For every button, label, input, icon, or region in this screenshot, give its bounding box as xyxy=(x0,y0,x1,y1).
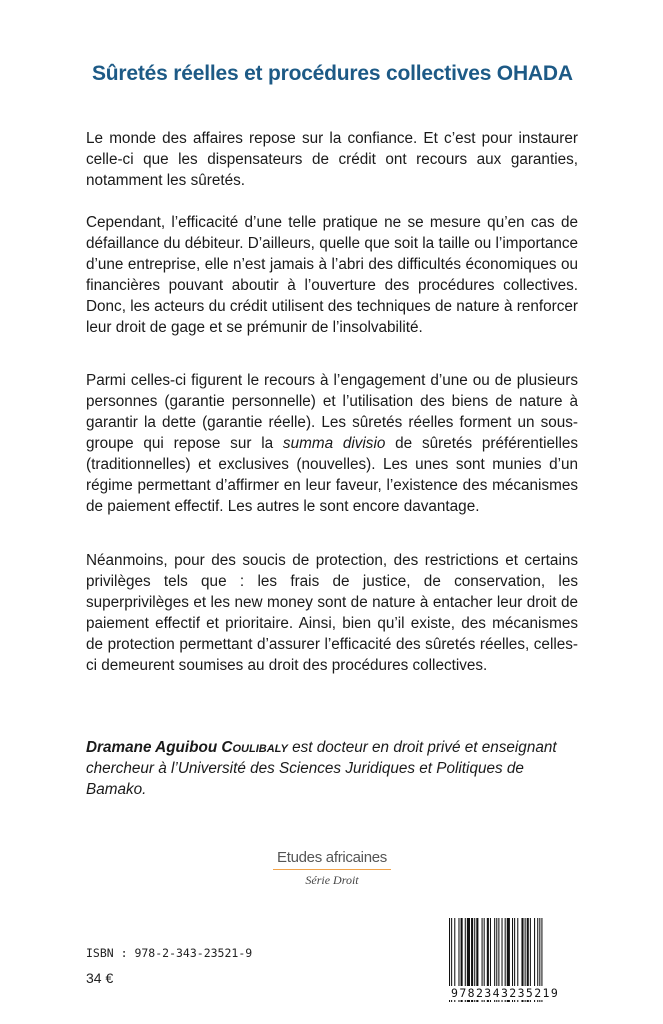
author-bio xyxy=(86,737,586,800)
author-surname: Coulibaly xyxy=(221,739,288,756)
price-label: 34 € xyxy=(86,970,114,986)
series-divider xyxy=(273,869,391,870)
paragraph-3-after: de sûretés préférentielles (traditionnelles) et exclusives (nouvelles). Les unes sont munies d’un régime permettant d’affirmer en leur faveur, l’existence des mécanismes de paiement effectif. Les autres le sont encore davantage. xyxy=(86,435,579,515)
paragraph-4: Néanmoins, pour des soucis de protection, des restrictions et certains privilèges tels que : les frais de justice, de conservation, les superprivilèges et les new money sont de nature à entacher leur droit de paiement effectif et prioritaire. Ainsi, bien qu’il existe, des mécanismes de protection permettant d’assurer l’efficacité des sûretés réelles, celles-ci demeurent soumises au droit des procédures collectives. xyxy=(86,552,578,674)
paragraph-3-before: Parmi celles-ci figurent le recours à l’engagement d’une ou de plusieurs personnes (garantie personnelle) et l’utilisation des biens de nature à garantir la dette (garantie réelle). Les sûretés réelles forment un sous-groupe qui repose sur la xyxy=(86,372,578,452)
paragraph-2: Cependant, l’efficacité d’une telle pratique ne se mesure qu’en cas de défaillance du débiteur. D’ailleurs, quelle que soit la taille ou l’importance d’une entreprise, elle n’est jamais à l’abri des difficultés économiques ou financières pouvant aboutir à l’ouverture des procédures collectives. Donc, les acteurs du crédit utilisent des techniques de nature à renforcer leur droit de gage et se prémunir de l’insolvabilité. xyxy=(86,214,578,336)
barcode-digits: 9782343235219 xyxy=(449,986,589,1000)
author-description: est docteur en droit privé et enseignant chercheur à l’Université des Sciences Juridiques et Politiques de Bamako. xyxy=(86,739,557,798)
paragraph-3-emphasis: summa divisio xyxy=(282,435,386,452)
series-subtitle: Série Droit xyxy=(305,873,359,887)
book-title: Sûretés réelles et procédures collectives OHADA xyxy=(92,62,573,85)
paragraph-1: Le monde des affaires repose sur la confiance. Et c’est pour instaurer celle-ci que les dispensateurs de crédit ont recours aux garanties, notamment les sûretés. xyxy=(86,130,578,189)
author-first-names: Dramane Aguibou xyxy=(86,739,222,756)
isbn-label: ISBN : 978-2-343-23521-9 xyxy=(86,946,253,960)
paragraph-3 xyxy=(86,370,578,517)
series-name: Etudes africaines xyxy=(277,849,387,866)
series-logo xyxy=(252,849,412,888)
